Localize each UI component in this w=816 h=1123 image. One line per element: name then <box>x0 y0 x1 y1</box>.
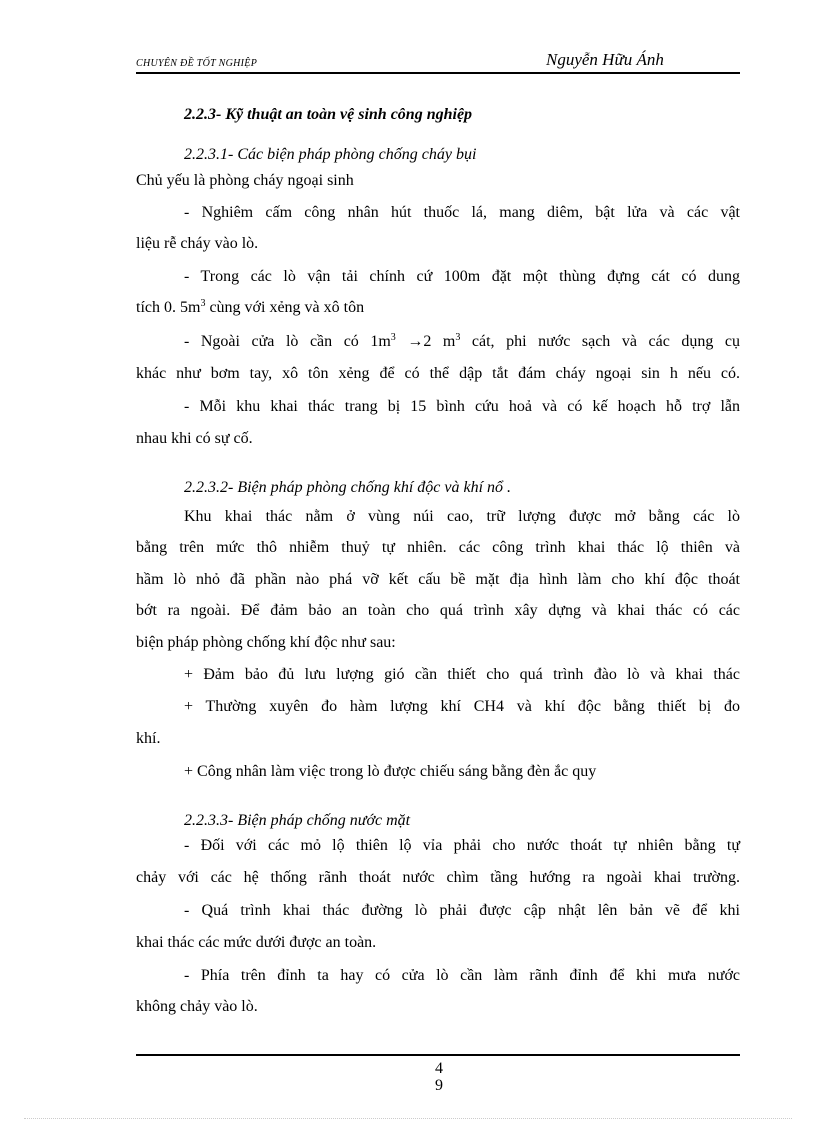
paragraph-line: nhau khi có sự cố. <box>136 430 253 447</box>
paragraph-line: Khu khai thác nằm ở vùng núi cao, trữ lượng được mở bằng các lò <box>184 508 740 525</box>
bullet-line: + Đảm bảo đủ lưu lượng gió cần thiết cho quá trình đào lò và khai thác <box>184 666 740 683</box>
text-run: cùng với xẻng và xô tôn <box>205 299 365 316</box>
text-run: →2 m <box>395 333 456 350</box>
paragraph-line: khai thác các mức dưới được an toàn. <box>136 934 377 951</box>
paragraph-line: - Nghiêm cấm công nhân hút thuốc lá, mang diêm, bật lửa và các vật <box>184 204 740 221</box>
subsection-heading-gas: 2.2.3.2- Biện pháp phòng chống khí độc và khí nổ . <box>184 479 512 496</box>
bullet-line: + Công nhân làm việc trong lò được chiếu sáng bằng đèn ắc quy <box>184 763 597 780</box>
paragraph-intro: Chủ yếu là phòng cháy ngoại sinh <box>136 172 354 189</box>
text-run: - Ngoài cửa lò cần có 1m <box>184 333 391 350</box>
paragraph-line: - Đối với các mỏ lộ thiên lộ vỉa phải cho nước thoát tự nhiên bằng tự <box>184 837 740 854</box>
page-edge-divider <box>24 1118 792 1119</box>
footer-divider <box>136 1054 740 1056</box>
paragraph-line: chảy với các hệ thống rãnh thoát nước chìm tầng hướng ra ngoài khai trường. <box>136 869 740 886</box>
superscript: 3 <box>390 332 396 343</box>
paragraph-line: - Quá trình khai thác đường lò phải được cập nhật lên bản vẽ để khi <box>184 902 740 919</box>
header-document-type: CHUYÊN ĐỀ TỐT NGHIỆP <box>136 58 258 69</box>
page-number <box>0 1060 816 1094</box>
bullet-line: khí. <box>136 730 161 747</box>
text-run: tích 0. 5m <box>136 299 201 316</box>
section-title: 2.2.3- Kỹ thuật an toàn vệ sinh công nghiệp <box>184 106 473 123</box>
page-number-first-digit: 4 <box>435 1060 443 1077</box>
paragraph-line <box>184 333 740 351</box>
text-run: cát, phi nước sạch và các dụng cụ <box>460 333 740 350</box>
paragraph-line: bằng trên mức thô nhiễm thuỷ tự nhiên. các công trình khai thác lộ thiên và <box>136 539 740 556</box>
paragraph-line: hầm lò nhỏ đã phần nào phá vỡ kết cấu bề mặt địa hình làm cho khí độc thoát <box>136 571 740 588</box>
paragraph-line: - Phía trên đỉnh ta hay có cửa lò cần làm rãnh đỉnh để khi mưa nước <box>184 967 740 984</box>
page-header <box>136 46 740 74</box>
paragraph-line: liệu rễ cháy vào lò. <box>136 235 259 252</box>
paragraph-line <box>136 299 364 317</box>
superscript: 3 <box>455 332 461 343</box>
header-author: Nguyễn Hữu Ánh <box>546 50 664 69</box>
page-number-second-digit: 9 <box>435 1077 443 1094</box>
bullet-line: + Thường xuyên đo hàm lượng khí CH4 và khí độc bằng thiết bị đo <box>184 698 740 715</box>
paragraph-line: khác như bơm tay, xô tôn xẻng để có thể dập tắt đám cháy ngoại sin h nếu có. <box>136 365 740 382</box>
paragraph-line: - Trong các lò vận tải chính cứ 100m đặt một thùng đựng cát có dung <box>184 268 740 285</box>
paragraph-line: không chảy vào lò. <box>136 998 258 1015</box>
paragraph-line: bớt ra ngoài. Để đảm bảo an toàn cho quá trình xây dựng và khai thác có các <box>136 602 740 619</box>
paragraph-line: - Mỗi khu khai thác trang bị 15 bình cứu hoả và có kế hoạch hỗ trợ lẫn <box>184 398 740 415</box>
paragraph-line: biện pháp phòng chống khí độc như sau: <box>136 634 396 651</box>
superscript: 3 <box>200 298 206 309</box>
subsection-heading-fire: 2.2.3.1- Các biện pháp phòng chống cháy bụi <box>184 146 477 163</box>
subsection-heading-water: 2.2.3.3- Biện pháp chống nước mặt <box>184 812 411 829</box>
